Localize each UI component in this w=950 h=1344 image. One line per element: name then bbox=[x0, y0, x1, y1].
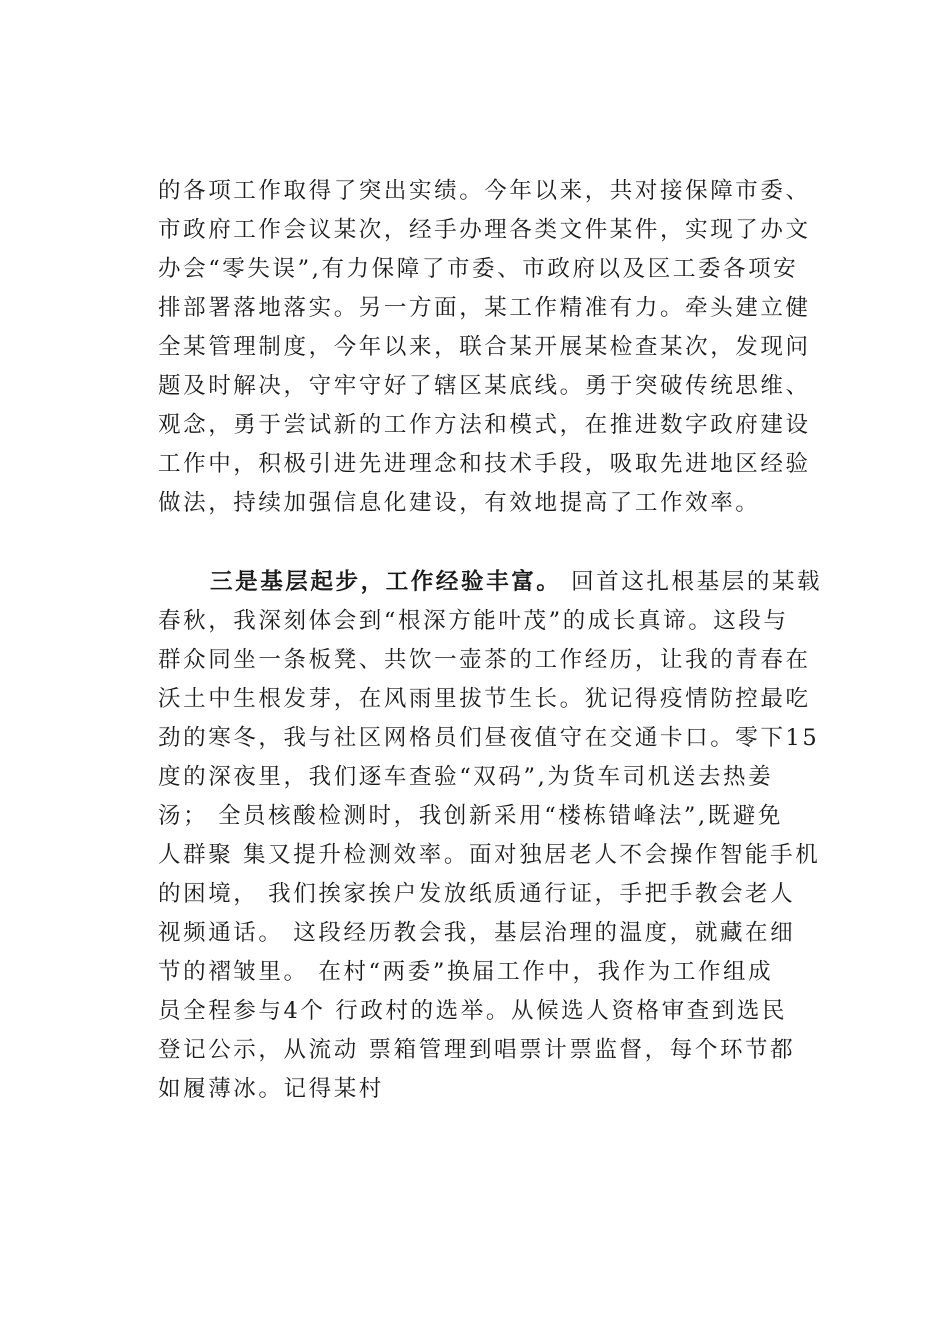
text-line: 汤； 全员核酸检测时，我创新采用“楼栋错峰法”,既避免 bbox=[158, 803, 784, 829]
paragraph-grassroots-experience bbox=[158, 563, 838, 1109]
text-line: 度的深夜里，我们逐车查验“双码”,为货车司机送去热姜 bbox=[158, 764, 774, 790]
text-line: 人群聚 集又提升检测效率。面对独居老人不会操作智能手机 bbox=[158, 842, 821, 868]
text-line: 办会“零失误”,有力保障了市委、市政府以及区工委各项安 bbox=[158, 256, 799, 282]
text-line: 群众同坐一条板凳、共饮一壶茶的工作经历，让我的青春在 bbox=[158, 647, 811, 673]
text-line: 节的褶皱里。 在村“两委”换届工作中，我作为工作组成 bbox=[158, 959, 774, 985]
text-line: 市政府工作会议某次，经手办理各类文件某件，实现了办文 bbox=[158, 217, 811, 243]
text-line: 全某管理制度，今年以来，联合某开展某检查某次，发现问 bbox=[158, 334, 811, 360]
text-line: 沃土中生根发芽，在风雨里拔节生长。犹记得疫情防控最吃 bbox=[158, 686, 811, 712]
text-line: 观念，勇于尝试新的工作方法和模式，在推进数字政府建设 bbox=[158, 412, 811, 438]
text-line: 题及时解决，守牢守好了辖区某底线。勇于突破传统思维、 bbox=[158, 373, 811, 399]
heading-line-text: 回首这扎根基层的某载 bbox=[561, 569, 823, 595]
text-line: 劲的寒冬，我与社区网格员们昼夜值守在交通卡口。零下15 bbox=[158, 725, 820, 751]
section-heading: 三是基层起步，工作经验丰富。 bbox=[210, 569, 562, 595]
text-line: 视频通话。 这段经历教会我，基层治理的温度，就藏在细 bbox=[158, 920, 796, 946]
text-line: 的各项工作取得了突出实绩。今年以来，共对接保障市委、 bbox=[158, 178, 811, 204]
text-line: 排部署落地落实。另一方面，某工作精准有力。牵头建立健 bbox=[158, 295, 811, 321]
paragraph-work-achievements bbox=[158, 172, 838, 523]
text-line: 如履薄冰。记得某村 bbox=[158, 1076, 384, 1102]
text-line-with-heading bbox=[158, 563, 838, 602]
text-line: 春秋，我深刻体会到“根深方能叶茂”的成长真谛。这段与 bbox=[158, 608, 789, 634]
text-line: 员全程参与4个 行政村的选举。从候选人资格审查到选民 bbox=[158, 998, 788, 1024]
text-line: 登记公示，从流动 票箱管理到唱票计票监督，每个环节都 bbox=[158, 1037, 796, 1063]
text-line: 的困境， 我们挨家挨户发放纸质通行证，手把手教会老人 bbox=[158, 881, 796, 907]
text-line: 工作中，积极引进先进理念和技术手段，吸取先进地区经验 bbox=[158, 451, 811, 477]
text-line: 做法，持续加强信息化建设，有效地提高了工作效率。 bbox=[158, 490, 761, 516]
